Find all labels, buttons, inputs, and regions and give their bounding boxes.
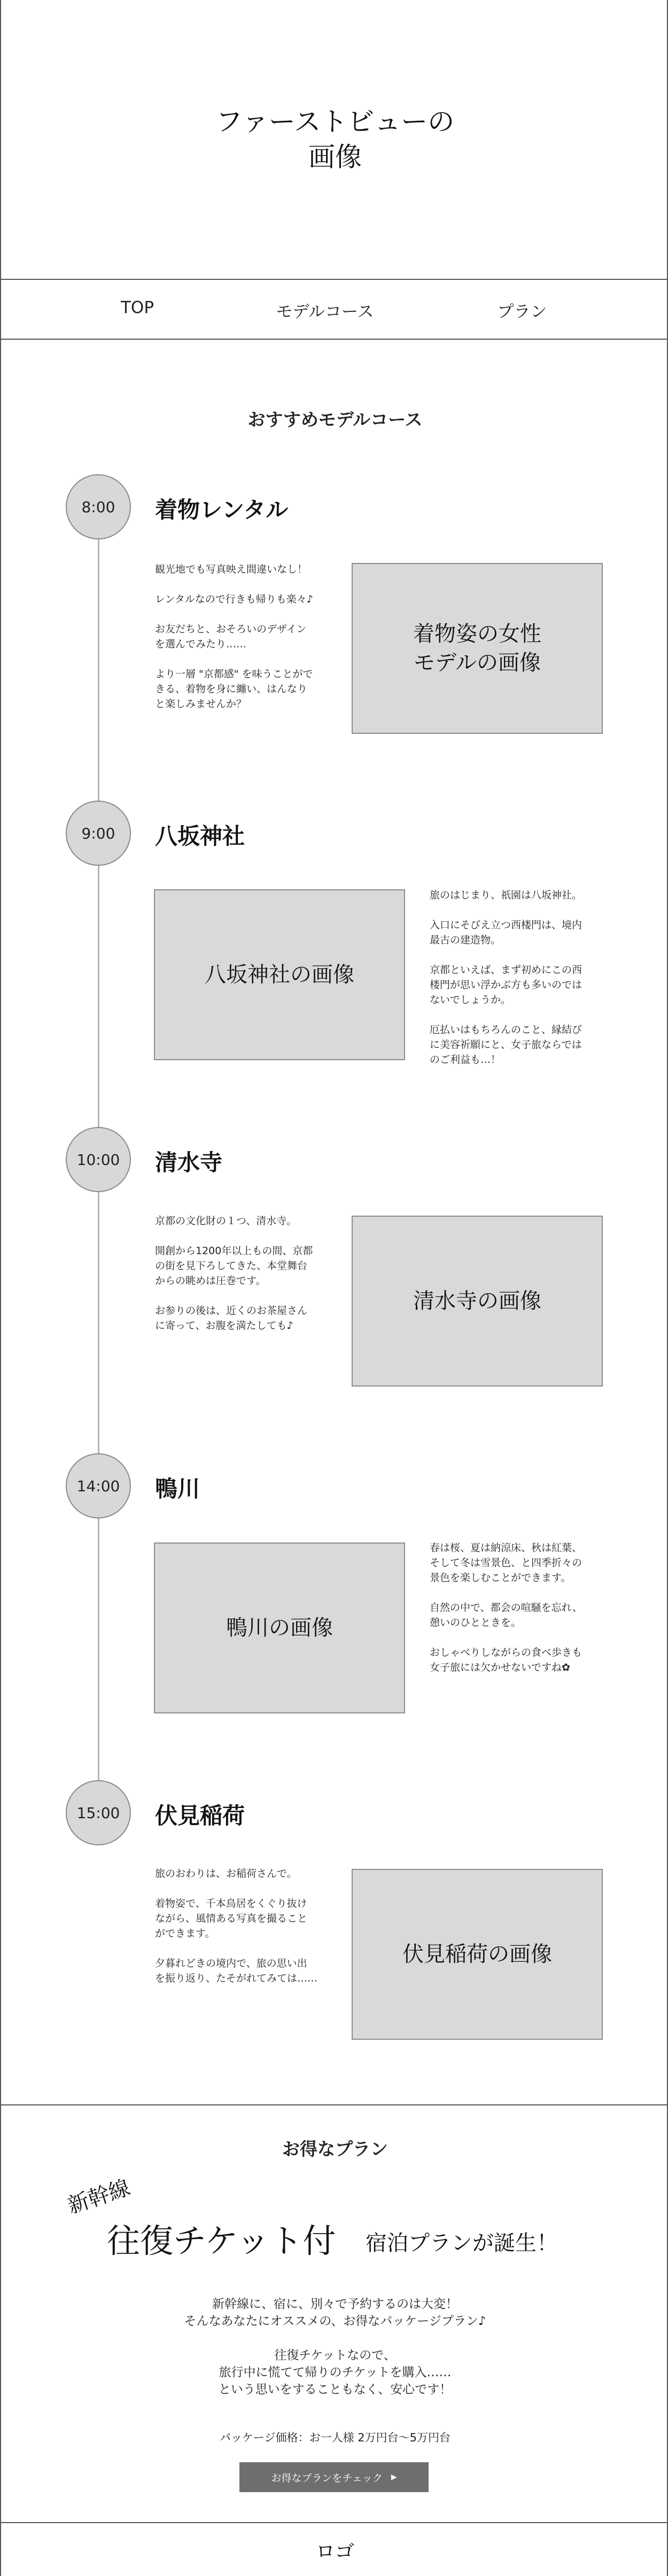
spot-title: 着物レンタル — [155, 497, 289, 523]
spot-title: 清水寺 — [155, 1149, 223, 1176]
spot-image-placeholder: 着物姿の女性 モデルの画像 — [352, 563, 603, 734]
plan-paragraph: 往復チケットなので、 旅行中に慌てて帰りのチケットを購入…… という思いをすることもなく、安心です！ — [218, 2348, 452, 2397]
spot-paragraph: より一層 "京都感" を味うことがで きる、着物を身に纏い、はんなり と楽しみませんか？ — [155, 668, 313, 710]
spot-paragraph: レンタルなので行きも帰りも楽々♪ — [155, 593, 313, 605]
logo[interactable]: ロゴ — [315, 2541, 354, 2563]
spot-image-placeholder: 伏見稲荷の画像 — [352, 1869, 603, 2040]
spot-image-placeholder: 鴨川の画像 — [154, 1543, 405, 1713]
time-badge: 14:00 — [66, 1453, 131, 1518]
spot-paragraph: 入口にそびえ立つ西楼門は、境内 最古の建造物。 — [430, 919, 582, 946]
check-plan-button-label: お得なプランをチェック — [271, 2472, 383, 2484]
check-plan-button[interactable] — [239, 2462, 429, 2492]
footer — [1, 2524, 668, 2576]
spot-paragraph: 厄払いはもちろんのこと、縁結び に美容祈願にと、女子旅ならでは のご利益も…！ — [430, 1024, 582, 1066]
nav-item-top[interactable]: TOP — [120, 298, 154, 317]
spot-description — [155, 1866, 331, 2001]
plan-section — [1, 2104, 668, 2523]
spot-title: 八坂神社 — [155, 823, 245, 849]
plan-description — [1, 2296, 668, 2415]
spot-description — [155, 1213, 331, 1348]
plan-section-title: お得なプラン — [282, 2139, 388, 2159]
spot-paragraph: 旅のはじまり、祇園は八坂神社。 — [430, 889, 582, 901]
nav-item-model-course[interactable]: モデルコース — [276, 302, 374, 322]
spot-title: 伏見稲荷 — [155, 1803, 245, 1829]
spot-paragraph: 旅のおわりは、お稲荷さんで。 — [155, 1868, 297, 1880]
spot-paragraph: 京都といえば、まず初めにこの西 楼門が思い浮かぶ方も多いのでは ないでしょうか。 — [430, 964, 582, 1006]
spot-paragraph: 観光地でも写真映え間違いなし！ — [155, 563, 308, 575]
package-price: パッケージ価格：お一人様 2万円台〜5万円台 — [220, 2431, 450, 2444]
hero-image-placeholder: ファーストビューの 画像 — [215, 106, 455, 173]
shinkansen-label: 新幹線 — [64, 2175, 134, 2219]
spot-paragraph: 着物姿で、千本鳥居をくぐり抜け ながら、風情ある写真を撮ること ができます。 — [155, 1898, 308, 1939]
spot-paragraph: お友だちと、おそろいのデザイン を選んでみたり…… — [155, 623, 307, 650]
time-badge: 9:00 — [66, 801, 131, 866]
spot-paragraph: 開創から1200年以上もの間、京都 の街を見下ろしてきた、本堂舞台 からの眺めは圧巻です。 — [155, 1245, 313, 1287]
spot-description — [430, 1540, 606, 1690]
plan-paragraph: 新幹線に、宿に、別々で予約するのは大変！ そんなあなたにオススメの、お得なパッケージプラン♪ — [184, 2297, 486, 2328]
spot-description — [430, 888, 606, 1082]
spot-paragraph: 京都の文化財の１つ、清水寺。 — [155, 1215, 297, 1227]
spot-paragraph: 夕暮れどきの境内で、旅の思い出 を振り返り、たそがれてみては…… — [155, 1958, 318, 1984]
spot-paragraph: お参りの後は、近くのお茶屋さん に寄って、お腹を満たしても♪ — [155, 1305, 308, 1332]
hero-section — [1, 0, 668, 280]
spot-image-placeholder: 清水寺の画像 — [352, 1216, 603, 1387]
spot-paragraph: おしゃべりしながらの食べ歩きも 女子旅には欠かせないですね✿ — [430, 1647, 582, 1673]
spot-paragraph: 春は桜、夏は納涼床、秋は紅葉、 そして冬は雪景色、と四季折々の 景色を楽しむことができます。 — [430, 1542, 582, 1584]
plan-headline-sub: 宿泊プランが誕生！ — [366, 2231, 558, 2256]
spot-paragraph: 自然の中で、都会の喧騒を忘れ、 憩いのひとときを。 — [430, 1602, 582, 1628]
global-nav — [1, 280, 668, 340]
nav-item-plan[interactable]: プラン — [497, 302, 547, 322]
time-badge: 8:00 — [66, 474, 131, 539]
spot-title: 鴨川 — [155, 1476, 200, 1502]
spot-description — [155, 562, 331, 726]
course-section-title: おすすめモデルコース — [247, 409, 423, 430]
plan-headline-main: 往復チケット付 — [107, 2221, 336, 2260]
spot-image-placeholder: 八坂神社の画像 — [154, 889, 405, 1060]
play-arrow-icon: ▶ — [391, 2473, 397, 2481]
time-badge: 15:00 — [66, 1780, 131, 1845]
time-badge: 10:00 — [66, 1127, 131, 1192]
